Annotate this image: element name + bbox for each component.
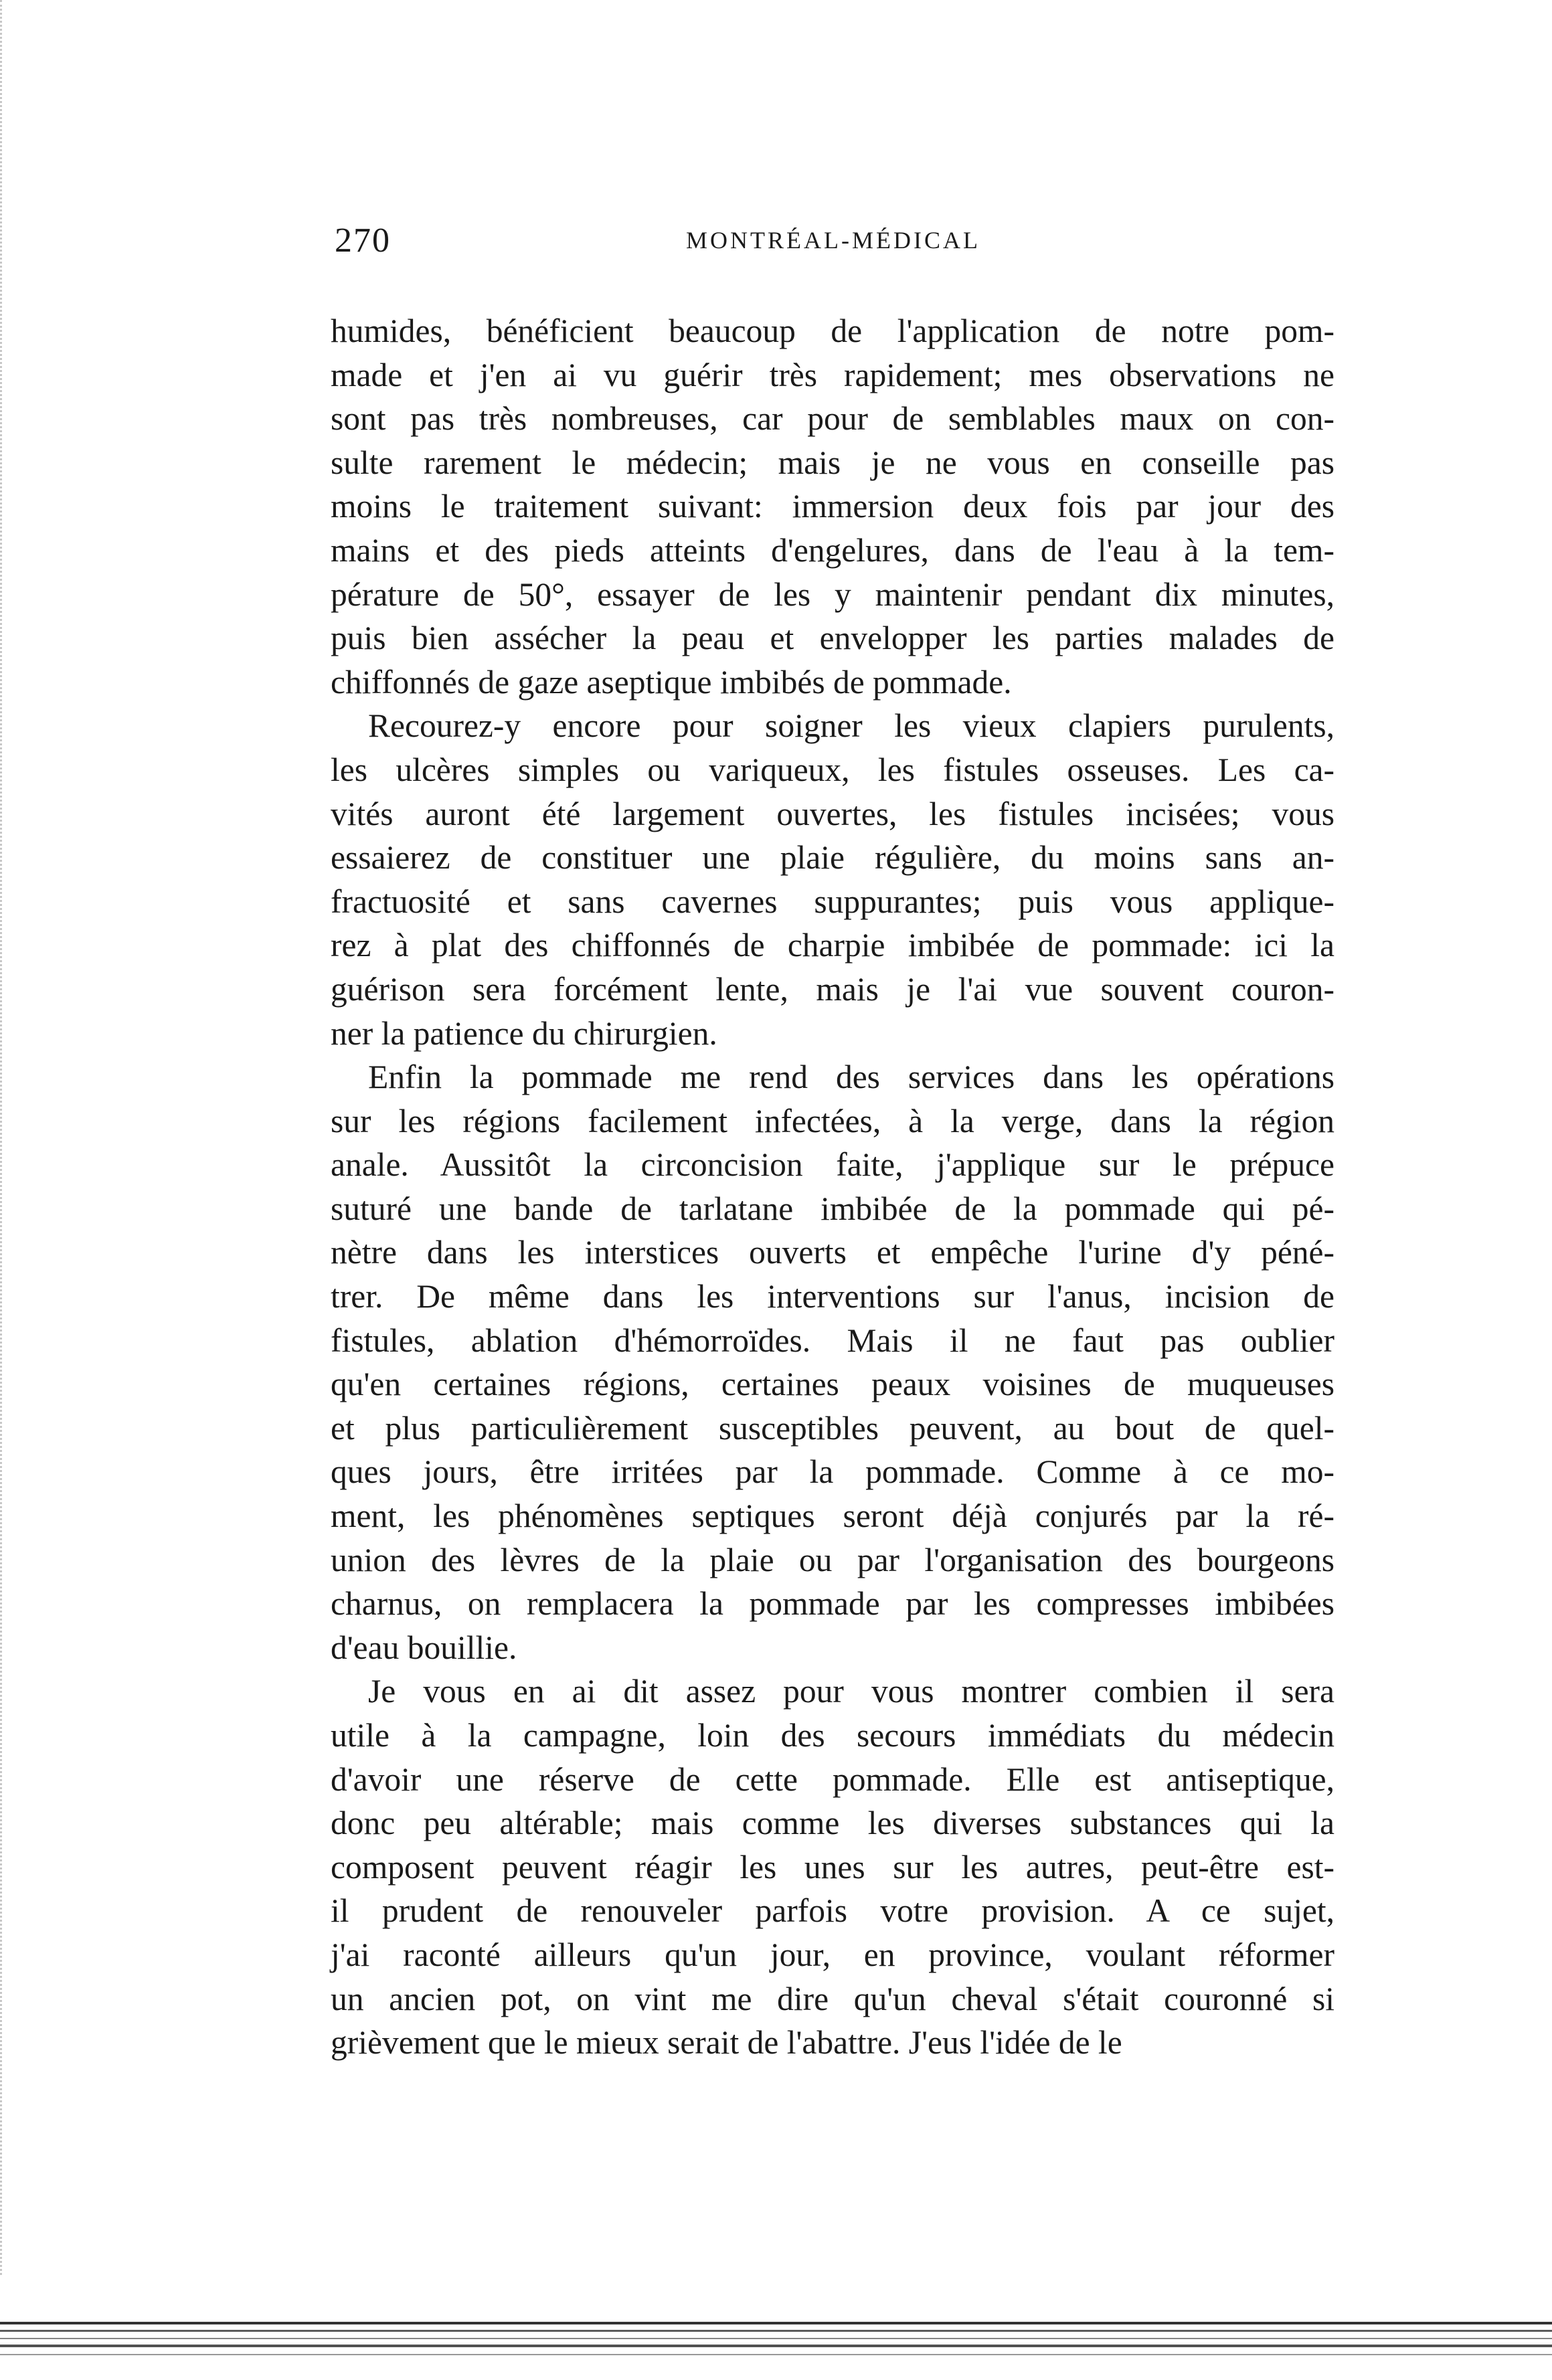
page-number: 270 [335, 221, 391, 260]
text-line: sont pas très nombreuses, car pour de semblables maux on con- [331, 400, 1334, 438]
text-line: composent peuvent réagir les unes sur les autres, peut-être est- [331, 1848, 1334, 1886]
text-line: Enfin la pommade me rend des services dans les opérations [368, 1059, 1334, 1096]
text-line: mains et des pieds atteints d'engelures, dans de l'eau à la tem- [331, 531, 1334, 569]
paragraph [331, 1669, 1334, 2064]
text-line: ment, les phénomènes septiques seront déjà conjurés par la ré- [331, 1497, 1334, 1535]
text-line: j'ai raconté ailleurs qu'un jour, en province, voulant réformer [331, 1936, 1334, 1973]
text-line: grièvement que le mieux serait de l'abattre. J'eus l'idée de le [331, 2024, 1122, 2062]
text-line: made et j'en ai vu guérir très rapidement; mes observations ne [331, 356, 1334, 393]
text-line: les ulcères simples ou variqueux, les fistules osseuses. Les ca- [331, 751, 1334, 788]
text-line: Je vous en ai dit assez pour vous montrer combien il sera [368, 1673, 1334, 1710]
text-line: sulte rarement le médecin; mais je ne vous en conseille pas [331, 444, 1334, 481]
text-line: pérature de 50°, essayer de les y maintenir pendant dix minutes, [331, 575, 1334, 613]
text-line: sur les régions facilement infectées, à la verge, dans la région [331, 1102, 1334, 1139]
text-line: puis bien assécher la peau et envelopper les parties malades de [331, 620, 1334, 657]
text-line: vités auront été largement ouvertes, les fistules incisées; vous [331, 795, 1334, 832]
text-line: moins le traitement suivant: immersion deux fois par jour des [331, 488, 1334, 525]
text-line: fistules, ablation d'hémorroïdes. Mais il ne faut pas oublier [331, 1321, 1334, 1359]
text-line: il prudent de renouveler parfois votre provision. A ce sujet, [331, 1892, 1334, 1930]
text-line: trer. De même dans les interventions sur l'anus, incision de [331, 1278, 1334, 1315]
text-line: et plus particulièrement susceptibles peuvent, au bout de quel- [331, 1409, 1334, 1447]
text-line: union des lèvres de la plaie ou par l'organisation des bourgeons [331, 1541, 1334, 1578]
text-line: humides, bénéficient beaucoup de l'application de notre pom- [331, 312, 1334, 349]
text-line: ner la patience du chirurgien. [331, 1014, 717, 1052]
text-line: donc peu altérable; mais comme les diverses substances qui la [331, 1805, 1334, 1842]
paragraph [331, 309, 1334, 704]
running-title: MONTRÉAL-MÉDICAL [686, 227, 980, 254]
text-line: d'eau bouillie. [331, 1629, 517, 1666]
body-text [331, 309, 1334, 2065]
text-line: charnus, on remplacera la pommade par les compresses imbibées [331, 1585, 1334, 1623]
text-line: anale. Aussitôt la circoncision faite, j'applique sur le prépuce [331, 1146, 1334, 1184]
text-line: d'avoir une réserve de cette pommade. Elle est antiseptique, [331, 1760, 1334, 1798]
text-line: suturé une bande de tarlatane imbibée de la pommade qui pé- [331, 1190, 1334, 1227]
text-line: nètre dans les interstices ouverts et empêche l'urine d'y péné- [331, 1234, 1334, 1271]
paragraph [331, 1055, 1334, 1669]
text-line: essaierez de constituer une plaie régulière, du moins sans an- [331, 839, 1334, 877]
text-line: chiffonnés de gaze aseptique imbibés de pommade. [331, 663, 1012, 701]
text-line: guérison sera forcément lente, mais je l'ai vue souvent couron- [331, 970, 1334, 1008]
scan-margin-marks [0, 0, 29, 2275]
bottom-rule [0, 2322, 1552, 2369]
text-line: qu'en certaines régions, certaines peaux voisines de muqueuses [331, 1366, 1334, 1403]
text-line: Recourez-y encore pour soigner les vieux clapiers purulents, [368, 707, 1334, 745]
text-line: utile à la campagne, loin des secours immédiats du médecin [331, 1717, 1334, 1754]
paragraph [331, 704, 1334, 1055]
text-line: un ancien pot, on vint me dire qu'un cheval s'était couronné si [331, 1980, 1334, 2017]
text-line: fractuosité et sans cavernes suppurantes; puis vous applique- [331, 883, 1334, 920]
text-line: ques jours, être irritées par la pommade. Comme à ce mo- [331, 1453, 1334, 1491]
page-header [335, 221, 1332, 274]
text-line: rez à plat des chiffonnés de charpie imbibée de pommade: ici la [331, 927, 1334, 964]
